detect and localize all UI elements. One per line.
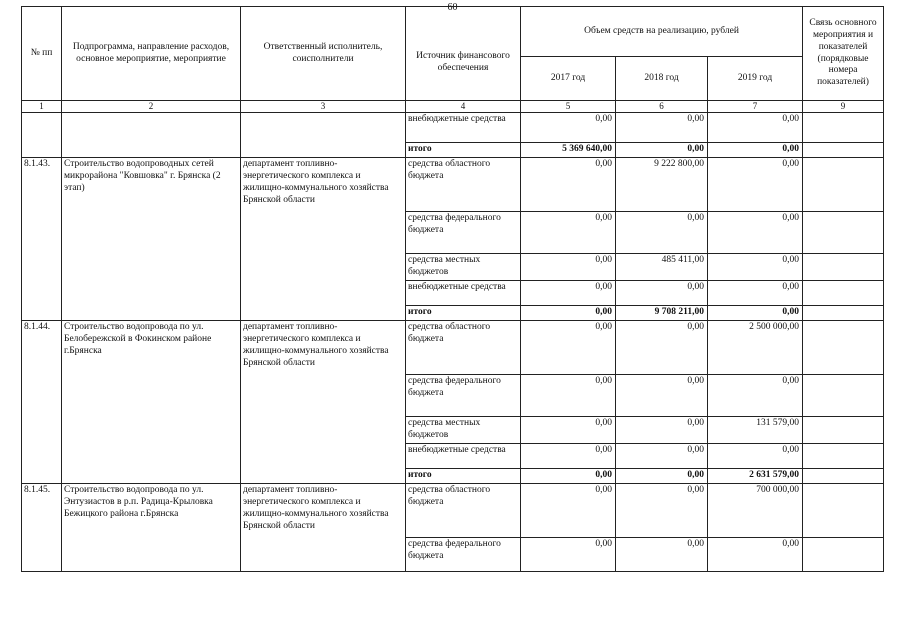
amount-2019: 0,00 [708, 537, 803, 571]
funding-source: средства федерального бюджета [406, 375, 521, 417]
measure-number: 8.1.45. [22, 483, 62, 571]
amount-2018: 0,00 [616, 483, 708, 537]
column-number: 9 [803, 101, 884, 113]
column-number: 5 [521, 101, 616, 113]
amount-2017: 0,00 [521, 281, 616, 306]
funding-source: средства федерального бюджета [406, 212, 521, 254]
amount-2017: 0,00 [521, 321, 616, 375]
indicator-link-cell [803, 254, 884, 281]
measure-executor: департамент топливно-энергетического комплекса и жилищно-коммунального хозяйства Брянской области [241, 483, 406, 571]
indicator-link-cell [803, 444, 884, 469]
amount-2017: 0,00 [521, 375, 616, 417]
funding-source: итого [406, 469, 521, 484]
amount-2017: 0,00 [521, 254, 616, 281]
column-number: 2 [62, 101, 241, 113]
indicator-link-cell [803, 537, 884, 571]
indicator-link-cell [803, 158, 884, 212]
header-year-2018: 2018 год [616, 57, 708, 101]
amount-2017: 0,00 [521, 212, 616, 254]
funding-source: средства местных бюджетов [406, 417, 521, 444]
amount-2017: 0,00 [521, 417, 616, 444]
amount-2018: 0,00 [616, 281, 708, 306]
header-funds: Объем средств на реализацию, рублей [521, 7, 803, 57]
measure-name: Строительство водопровода по ул. Энтузиастов в р.п. Радица-Крыловка Бежицкого района г.Брянска [62, 483, 241, 571]
indicator-link-cell [803, 417, 884, 444]
amount-2019: 0,00 [708, 143, 803, 158]
page-number: 60 [447, 2, 458, 13]
header-program: Подпрограмма, направление расходов, основное мероприятие, мероприятие [62, 7, 241, 101]
amount-2018: 0,00 [616, 444, 708, 469]
column-number: 1 [22, 101, 62, 113]
table-row [22, 483, 884, 537]
indicator-link-cell [803, 375, 884, 417]
amount-2017: 5 369 640,00 [521, 143, 616, 158]
column-number: 4 [406, 101, 521, 113]
measure-executor: департамент топливно-энергетического комплекса и жилищно-коммунального хозяйства Брянской области [241, 158, 406, 321]
amount-2019: 0,00 [708, 254, 803, 281]
amount-2017: 0,00 [521, 469, 616, 484]
header-source: Источник финансового обеспечения [406, 7, 521, 101]
funding-source: средства федерального бюджета [406, 537, 521, 571]
header-executor: Ответственный исполнитель, соисполнители [241, 7, 406, 101]
funding-source: итого [406, 143, 521, 158]
header-link: Связь основного мероприятия и показателей (порядковые номера показателей) [803, 7, 884, 101]
header-year-2017: 2017 год [521, 57, 616, 101]
measure-executor: департамент топливно-энергетического комплекса и жилищно-коммунального хозяйства Брянской области [241, 321, 406, 484]
amount-2019: 0,00 [708, 281, 803, 306]
amount-2017: 0,00 [521, 113, 616, 143]
amount-2018: 0,00 [616, 375, 708, 417]
amount-2019: 700 000,00 [708, 483, 803, 537]
column-number: 7 [708, 101, 803, 113]
amount-2019: 131 579,00 [708, 417, 803, 444]
amount-2018: 0,00 [616, 212, 708, 254]
indicator-link-cell [803, 212, 884, 254]
measure-number: 8.1.43. [22, 158, 62, 321]
funding-source: средства областного бюджета [406, 158, 521, 212]
amount-2019: 0,00 [708, 113, 803, 143]
amount-2018: 0,00 [616, 321, 708, 375]
empty-program-cell [62, 113, 241, 158]
amount-2019: 0,00 [708, 212, 803, 254]
amount-2018: 0,00 [616, 417, 708, 444]
column-number-row [22, 101, 884, 113]
amount-2019: 0,00 [708, 375, 803, 417]
indicator-link-cell [803, 143, 884, 158]
amount-2019: 0,00 [708, 306, 803, 321]
indicator-link-cell [803, 281, 884, 306]
amount-2018: 0,00 [616, 113, 708, 143]
measure-name: Строительство водопровода по ул. Белобережской в Фокинском районе г.Брянска [62, 321, 241, 484]
measure-name: Строительство водопроводных сетей микрорайона "Ковшовка" г. Брянска (2 этап) [62, 158, 241, 321]
amount-2018: 0,00 [616, 143, 708, 158]
measure-number: 8.1.44. [22, 321, 62, 484]
empty-num-cell [22, 113, 62, 158]
header-num: № пп [22, 7, 62, 101]
amount-2018: 9 222 800,00 [616, 158, 708, 212]
amount-2017: 0,00 [521, 537, 616, 571]
table-row [22, 113, 884, 143]
amount-2019: 0,00 [708, 158, 803, 212]
funding-source: внебюджетные средства [406, 281, 521, 306]
amount-2017: 0,00 [521, 306, 616, 321]
header-year-2019: 2019 год [708, 57, 803, 101]
funding-source: итого [406, 306, 521, 321]
indicator-link-cell [803, 321, 884, 375]
amount-2018: 0,00 [616, 469, 708, 484]
funding-table [21, 6, 884, 572]
amount-2017: 0,00 [521, 158, 616, 212]
column-number: 6 [616, 101, 708, 113]
amount-2017: 0,00 [521, 444, 616, 469]
column-number: 3 [241, 101, 406, 113]
funding-source: средства областного бюджета [406, 483, 521, 537]
amount-2018: 485 411,00 [616, 254, 708, 281]
amount-2019: 2 631 579,00 [708, 469, 803, 484]
indicator-link-cell [803, 469, 884, 484]
amount-2018: 0,00 [616, 537, 708, 571]
funding-source: внебюджетные средства [406, 113, 521, 143]
indicator-link-cell [803, 113, 884, 143]
amount-2017: 0,00 [521, 483, 616, 537]
indicator-link-cell [803, 483, 884, 537]
indicator-link-cell [803, 306, 884, 321]
table-row [22, 158, 884, 212]
funding-source: средства областного бюджета [406, 321, 521, 375]
funding-source: внебюджетные средства [406, 444, 521, 469]
amount-2019: 2 500 000,00 [708, 321, 803, 375]
table-row [22, 321, 884, 375]
empty-executor-cell [241, 113, 406, 158]
amount-2019: 0,00 [708, 444, 803, 469]
funding-source: средства местных бюджетов [406, 254, 521, 281]
amount-2018: 9 708 211,00 [616, 306, 708, 321]
